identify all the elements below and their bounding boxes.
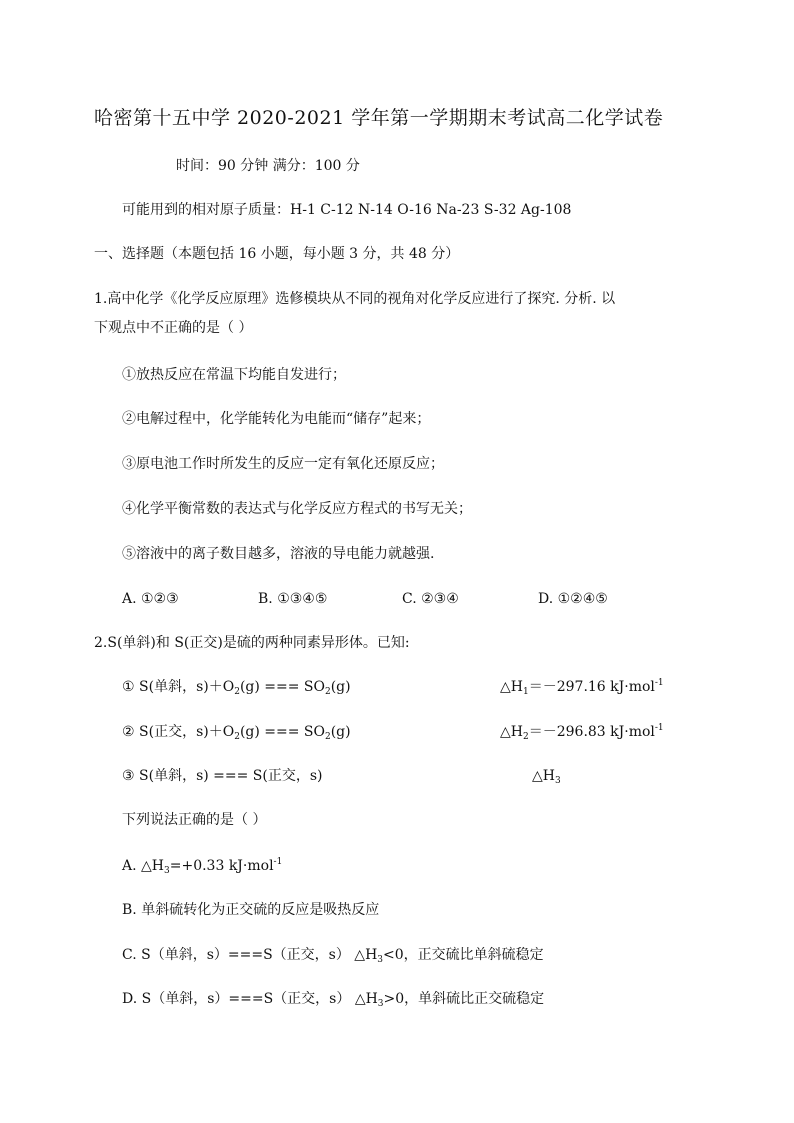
q2-prompt: 下列说法正确的是（ ） xyxy=(122,812,267,828)
q1-statement-1: ①放热反应在常温下均能自发进行； xyxy=(122,367,346,383)
q1-option-b: B. ①③④⑤ xyxy=(258,591,328,607)
q2-stem: 2.S(单斜)和 S(正交)是硫的两种同素异形体。已知: xyxy=(94,635,410,651)
q1-statement-2: ②电解过程中，化学能转化为电能而“储存”起来； xyxy=(122,411,431,427)
q2-equation-1: ① S(单斜，$s)+O_2(g)$ === $SO_2(g)$ xyxy=(122,679,351,697)
q2-option-d: D. S（单斜，s）===S（正交，s） $\triangle H_3>0$，单斜硫比正交硫稳定 xyxy=(122,991,545,1009)
time-info: 时间：90 分钟 满分：100 分 xyxy=(176,158,360,174)
atomic-masses: 可能用到的相对原子质量：H-1 C-12 N-14 O-16 Na-23 S-32 Ag-108 xyxy=(122,202,572,218)
q1-statement-5: ⑤溶液中的离子数目越多，溶液的导电能力就越强. xyxy=(122,546,435,562)
q2-enthalpy-1: $\triangle H_1=-297.16$ kJ·mol$^{-1}$ xyxy=(500,678,664,697)
q1-stem-line1: 1.高中化学《化学反应原理》选修模块从不同的视角对化学反应进行了探究. 分析. 以 xyxy=(94,291,616,307)
q2-enthalpy-3: $\triangle H_3$ xyxy=(532,768,561,786)
q1-stem-line2: 下观点中不正确的是（ ） xyxy=(94,320,253,336)
q2-option-b: B. 单斜硫转化为正交硫的反应是吸热反应 xyxy=(122,902,380,918)
q2-option-c: C. S（单斜，s）===S（正交，s） $\triangle H_3<0$，正交硫比单斜硫稳定 xyxy=(122,947,544,965)
q1-option-a: A. ①②③ xyxy=(122,591,179,607)
q1-statement-3: ③原电池工作时所发生的反应一定有氧化还原反应； xyxy=(122,456,444,472)
exam-title: 哈密第十五中学 2020-2021 学年第一学期期末考试高二化学试卷 xyxy=(94,107,664,129)
q1-statement-4: ④化学平衡常数的表达式与化学反应方程式的书写无关； xyxy=(122,501,472,517)
q1-option-d: D. ①②④⑤ xyxy=(538,591,608,607)
q1-option-c: C. ②③④ xyxy=(402,591,459,607)
q2-equation-3: ③ S(单斜，s) === S(正交，s) xyxy=(122,768,323,784)
q2-enthalpy-2: $\triangle H_2=-296.83$ kJ·mol$^{-1}$ xyxy=(500,723,664,742)
section-heading: 一、选择题（本题包括 16 小题，每小题 3 分，共 48 分） xyxy=(94,246,460,262)
q2-option-a: A. $\triangle H_3=+0.33$ kJ·mol$^{-1}$ xyxy=(122,857,283,876)
q2-equation-2: ② S(正交，$s)+O_2(g)$ === $SO_2(g)$ xyxy=(122,724,351,742)
